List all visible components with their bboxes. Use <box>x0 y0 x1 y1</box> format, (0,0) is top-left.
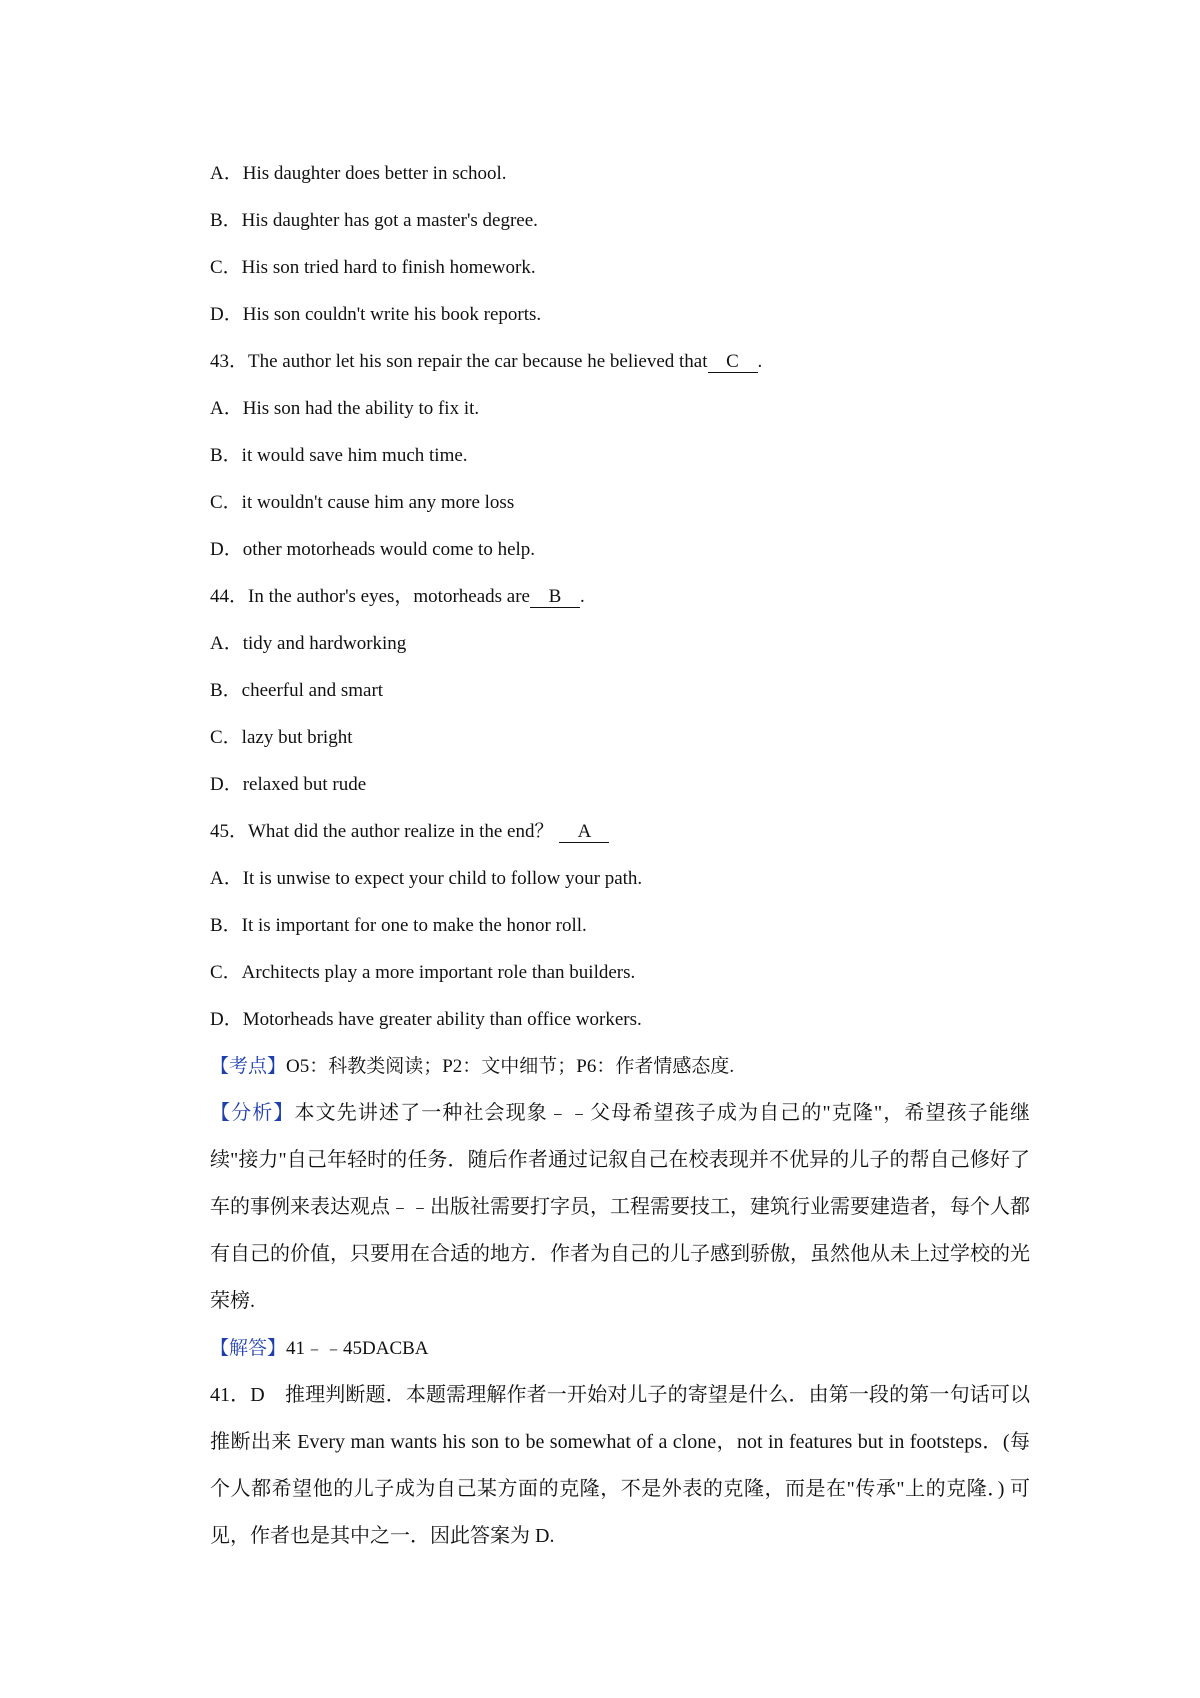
q43-stem-text: 43．The author let his son repair the car because he believed that <box>210 351 708 372</box>
q43-stem <box>210 338 1030 385</box>
q45-stem-text: 45．What did the author realize in the end？ <box>210 821 554 842</box>
q42-option-d: D．His son couldn't write his book reports. <box>210 304 542 325</box>
q43-stem-end: . <box>757 351 763 372</box>
jieda-text: 41﹣﹣45DACBA <box>286 1338 429 1359</box>
document-page <box>210 150 1030 1560</box>
q44-option-b: B．cheerful and smart <box>210 680 384 701</box>
q42-option-c: C．His son tried hard to finish homework. <box>210 257 536 278</box>
q43-answer-blank: C <box>708 352 758 373</box>
q45-option-a: A．It is unwise to expect your child to follow your path. <box>210 868 643 889</box>
q42-option-b: B．His daughter has got a master's degree. <box>210 210 538 231</box>
q45-option-d: D．Motorheads have greater ability than office workers. <box>210 1009 642 1030</box>
q44-stem-end: . <box>580 586 585 607</box>
q43-option-a: A．His son had the ability to fix it. <box>210 398 480 419</box>
jieda-section <box>210 1325 1030 1372</box>
q44-stem-text: 44．In the author's eyes，motorheads are <box>210 586 530 607</box>
q42-option-a: A．His daughter does better in school. <box>210 163 507 184</box>
kaodian-section <box>210 1043 1030 1090</box>
fenxi-text: 本文先讲述了一种社会现象﹣﹣父母希望孩子成为自己的"克隆"，希望孩子能继续"接力"自己年轻时的任务．随后作者通过记叙自己在校表现并不优异的儿子的帮自己修好了车的事例来表达观点﹣﹣出版社需要打字员，工程需要技工，建筑行业需要建造者，每个人都有自己的价值，只要用在合适的地方．作者为自己的儿子感到骄傲，虽然他从未上过学校的光荣榜. <box>210 1102 1031 1312</box>
q45-option-c: C．Architects play a more important role than builders. <box>210 962 636 983</box>
q45-option-b: B．It is important for one to make the honor roll. <box>210 915 587 936</box>
jieda-tag: 【解答】 <box>210 1338 287 1359</box>
q45-answer-blank: A <box>559 822 609 843</box>
fenxi-section <box>210 1090 1030 1325</box>
q44-option-d: D．relaxed but rude <box>210 774 367 795</box>
q43-option-c: C．it wouldn't cause him any more loss <box>210 492 515 513</box>
answer-41-explanation: 41．D 推理判断题．本题需理解作者一开始对儿子的寄望是什么．由第一段的第一句话可以推断出来 Every man wants his son to be somewhat of a clone，not in features but in footsteps．(每个人都希望他的儿子成为自己某方面的克隆，不是外表的克隆，而是在"传承"上的克隆．) 可见，作者也是其中之一．因此答案为 D. <box>210 1384 1030 1547</box>
fenxi-tag: 【分析】 <box>210 1102 295 1124</box>
q44-option-a: A．tidy and hardworking <box>210 633 407 654</box>
kaodian-text: O5：科教类阅读；P2：文中细节；P6：作者情感态度. <box>286 1056 735 1077</box>
kaodian-tag: 【考点】 <box>210 1056 287 1077</box>
q44-stem <box>210 573 1030 620</box>
q43-option-b: B．it would save him much time. <box>210 445 468 466</box>
q43-option-d: D．other motorheads would come to help. <box>210 539 536 560</box>
q44-answer-blank: B <box>530 587 580 608</box>
q45-stem <box>210 808 1030 855</box>
q44-option-c: C．lazy but bright <box>210 727 353 748</box>
